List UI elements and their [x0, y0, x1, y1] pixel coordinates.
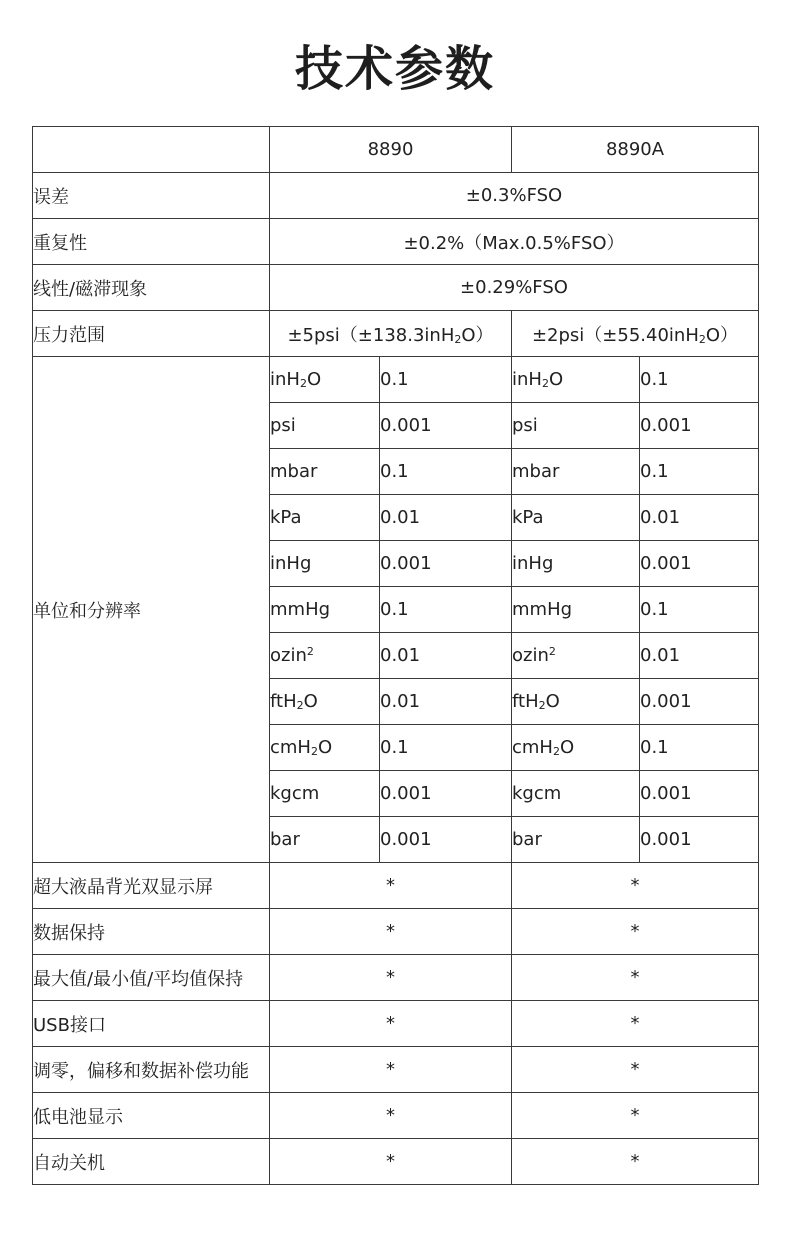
unit-8890a [512, 449, 640, 495]
feature-8890-mark: * [270, 1093, 512, 1139]
resolution-8890a: 0.1 [640, 357, 759, 403]
unit-8890 [270, 449, 380, 495]
unit-8890a [512, 771, 640, 817]
unit-text-sub: 2 [310, 745, 318, 758]
unit-text-pre: ±2psi（±55.40inH [531, 324, 699, 346]
spec-table [32, 126, 759, 1185]
unit-text-pre: cmH [270, 737, 311, 758]
unit-text-pre: inHg [270, 553, 312, 574]
pressure-range-row [33, 311, 759, 357]
feature-label: 低电池显示 [33, 1093, 270, 1139]
feature-8890-mark: * [270, 1001, 512, 1047]
resolution-8890: 0.001 [380, 403, 512, 449]
feature-row [33, 1093, 759, 1139]
unit-text-pre: mbar [270, 461, 318, 482]
unit-8890a [512, 495, 640, 541]
unit-row [33, 357, 759, 403]
unit-text-pre: kPa [512, 507, 544, 528]
unit-text-post: O [317, 737, 333, 758]
unit-text-post: O [545, 691, 560, 712]
unit-text-post: O [303, 691, 318, 712]
unit-8890a [512, 817, 640, 863]
unit-text-sub: 2 [541, 377, 549, 390]
feature-8890a-mark: * [512, 863, 759, 909]
unit-text-sub: 2 [299, 377, 307, 390]
linearity-row [33, 265, 759, 311]
unit-text-post: O [548, 369, 564, 390]
resolution-8890: 0.001 [380, 817, 512, 863]
resolution-8890a: 0.001 [640, 541, 759, 587]
feature-8890a-mark: * [512, 1139, 759, 1185]
unit-8890 [270, 495, 380, 541]
error-row [33, 173, 759, 219]
unit-text-sup: 2 [548, 645, 556, 658]
feature-8890a-mark: * [512, 909, 759, 955]
resolution-8890: 0.001 [380, 541, 512, 587]
unit-8890a [512, 633, 640, 679]
unit-text-sub: 2 [538, 699, 546, 712]
pressure-range-8890a [512, 311, 759, 357]
unit-text-pre: kgcm [270, 783, 320, 804]
unit-text-pre: bar [270, 829, 300, 850]
resolution-8890: 0.1 [380, 587, 512, 633]
unit-text-pre: kgcm [512, 783, 562, 804]
feature-label: USB接口 [33, 1001, 270, 1047]
unit-8890a [512, 403, 640, 449]
header-row [33, 127, 759, 173]
unit-8890 [270, 403, 380, 449]
feature-row [33, 863, 759, 909]
resolution-8890a: 0.01 [640, 495, 759, 541]
unit-text-pre: inHg [512, 553, 554, 574]
unit-text-pre: mmHg [512, 599, 573, 620]
resolution-8890: 0.001 [380, 771, 512, 817]
spec-table-body [33, 127, 759, 1185]
unit-8890 [270, 817, 380, 863]
feature-8890a-mark: * [512, 955, 759, 1001]
page-title: 技术参数 [294, 41, 495, 97]
feature-8890-mark: * [270, 909, 512, 955]
unit-text-pre: psi [270, 415, 296, 436]
unit-8890a [512, 541, 640, 587]
model-8890-header: 8890 [270, 127, 512, 173]
error-row-value: ±0.3%FSO [270, 173, 759, 219]
feature-label: 最大值/最小值/平均值保持 [33, 955, 270, 1001]
unit-text-pre: bar [512, 829, 542, 850]
unit-text-pre: mmHg [270, 599, 331, 620]
repeatability-row [33, 219, 759, 265]
feature-row [33, 1047, 759, 1093]
resolution-8890a: 0.01 [640, 633, 759, 679]
unit-text-pre: ozin [270, 645, 307, 666]
resolution-8890a: 0.1 [640, 725, 759, 771]
feature-8890-mark: * [270, 955, 512, 1001]
unit-8890 [270, 357, 380, 403]
unit-8890a [512, 679, 640, 725]
resolution-8890: 0.1 [380, 725, 512, 771]
error-row-label: 误差 [33, 173, 270, 219]
feature-8890a-mark: * [512, 1001, 759, 1047]
resolution-8890: 0.01 [380, 633, 512, 679]
unit-8890 [270, 771, 380, 817]
resolution-8890: 0.1 [380, 357, 512, 403]
resolution-8890a: 0.1 [640, 587, 759, 633]
unit-text-pre: psi [512, 415, 538, 436]
pressure-range-8890 [270, 311, 512, 357]
feature-label: 数据保持 [33, 909, 270, 955]
feature-row [33, 1001, 759, 1047]
unit-8890a [512, 725, 640, 771]
unit-text-pre: cmH [512, 737, 553, 758]
unit-text-pre: ozin [512, 645, 549, 666]
resolution-8890: 0.1 [380, 449, 512, 495]
unit-8890 [270, 633, 380, 679]
repeatability-row-label: 重复性 [33, 219, 270, 265]
repeatability-row-value: ±0.2%（Max.0.5%FSO） [270, 219, 759, 265]
unit-8890 [270, 679, 380, 725]
feature-row [33, 909, 759, 955]
unit-text-pre: inH [512, 369, 542, 390]
header-empty-cell [33, 127, 270, 173]
feature-8890a-mark: * [512, 1047, 759, 1093]
unit-text-pre: ±5psi（±138.3inH [287, 324, 455, 346]
unit-8890 [270, 725, 380, 771]
feature-label: 超大液晶背光双显示屏 [33, 863, 270, 909]
resolution-8890a: 0.1 [640, 449, 759, 495]
unit-text-sub: 2 [698, 332, 706, 346]
resolution-8890a: 0.001 [640, 403, 759, 449]
resolution-8890a: 0.001 [640, 771, 759, 817]
resolution-8890: 0.01 [380, 679, 512, 725]
feature-row [33, 1139, 759, 1185]
linearity-row-label: 线性/磁滞现象 [33, 265, 270, 311]
unit-text-post: O [559, 737, 575, 758]
feature-8890-mark: * [270, 1139, 512, 1185]
resolution-8890a: 0.001 [640, 679, 759, 725]
unit-text-pre: ftH [270, 691, 297, 712]
unit-text-sub: 2 [454, 332, 462, 346]
units-label: 单位和分辨率 [33, 357, 270, 863]
feature-label: 自动关机 [33, 1139, 270, 1185]
unit-8890 [270, 587, 380, 633]
unit-8890a [512, 357, 640, 403]
unit-text-sup: 2 [306, 645, 314, 658]
feature-label: 调零，偏移和数据补偿功能 [33, 1047, 270, 1093]
unit-text-pre: inH [270, 369, 300, 390]
feature-row [33, 955, 759, 1001]
pressure-range-label: 压力范围 [33, 311, 270, 357]
unit-text-pre: mbar [512, 461, 560, 482]
unit-text-sub: 2 [552, 745, 560, 758]
unit-8890 [270, 541, 380, 587]
resolution-8890: 0.01 [380, 495, 512, 541]
unit-text-post: O） [461, 324, 494, 346]
feature-8890-mark: * [270, 863, 512, 909]
feature-8890a-mark: * [512, 1093, 759, 1139]
feature-8890-mark: * [270, 1047, 512, 1093]
unit-8890a [512, 587, 640, 633]
linearity-row-value: ±0.29%FSO [270, 265, 759, 311]
model-8890a-header: 8890A [512, 127, 759, 173]
resolution-8890a: 0.001 [640, 817, 759, 863]
unit-text-pre: ftH [512, 691, 539, 712]
unit-text-post: O [306, 369, 322, 390]
unit-text-pre: kPa [270, 507, 302, 528]
unit-text-sub: 2 [296, 699, 304, 712]
unit-text-post: O） [705, 324, 739, 346]
